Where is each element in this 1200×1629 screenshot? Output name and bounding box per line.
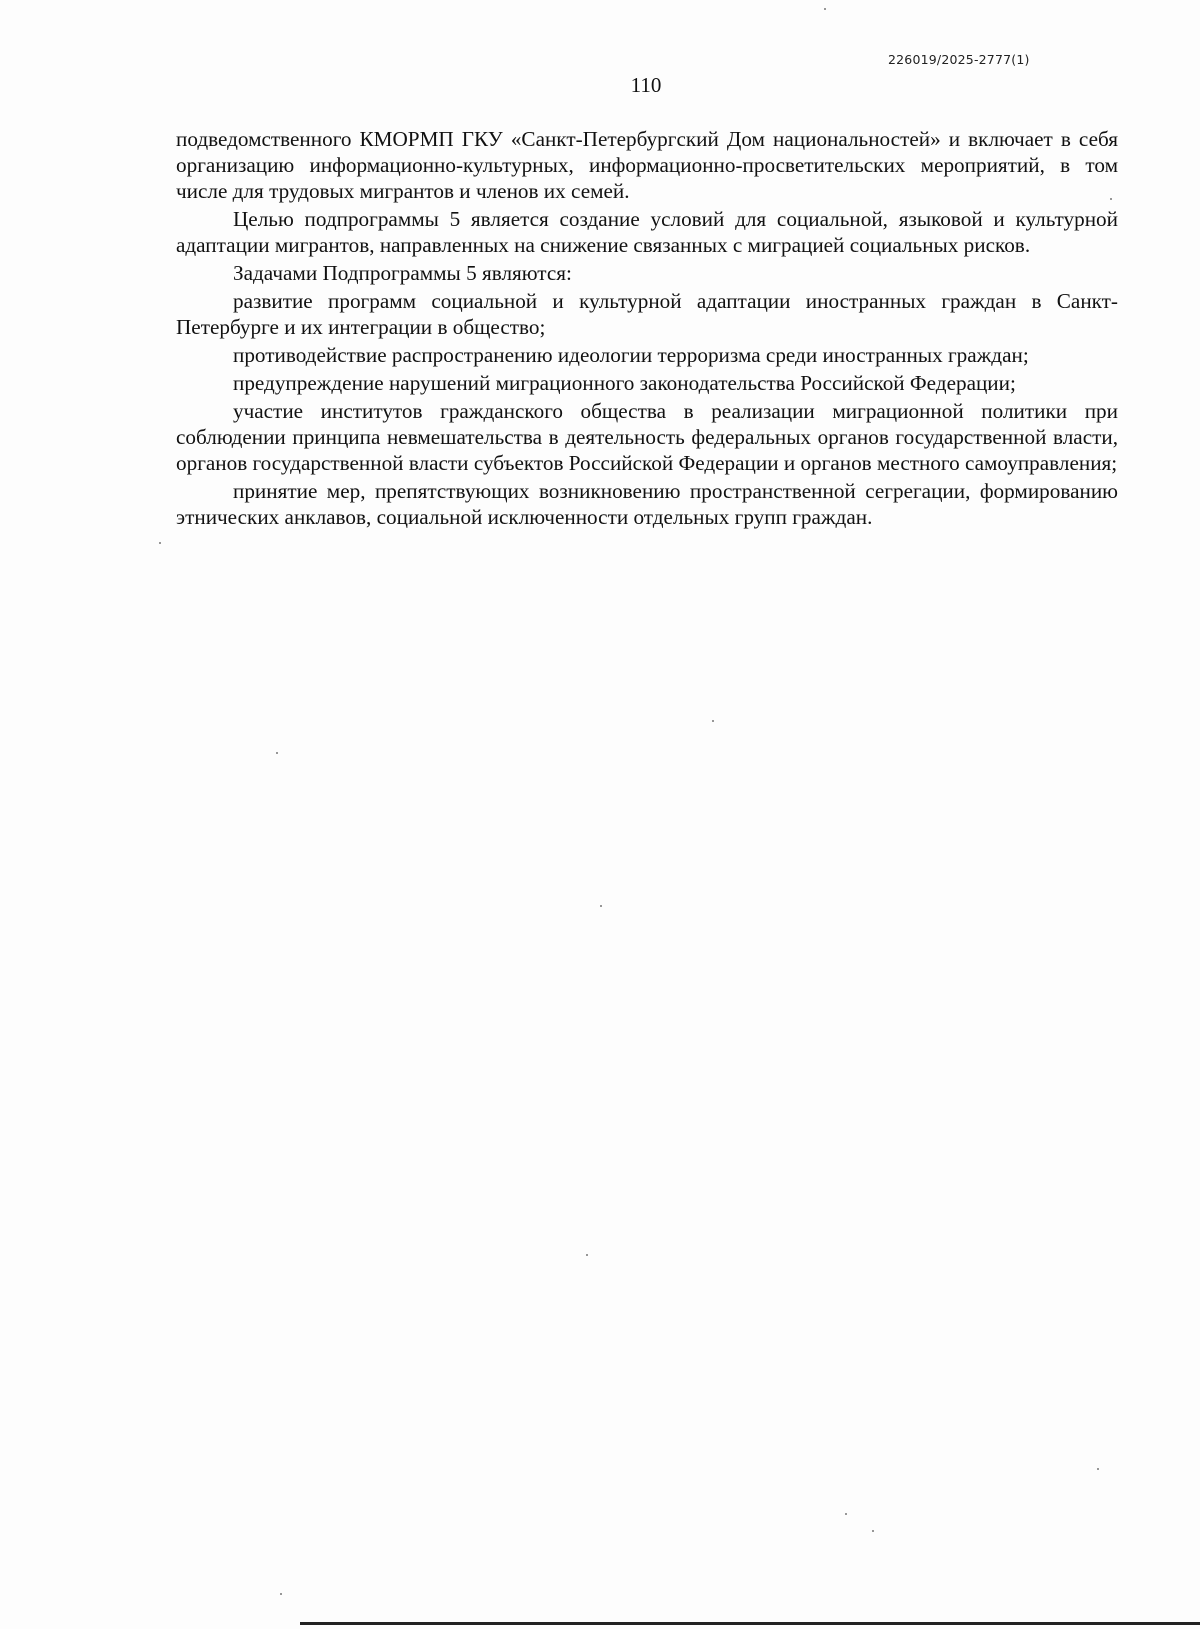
document-id: 226019/2025-2777(1) — [888, 52, 1030, 67]
paragraph-task-3: предупреждение нарушений миграционного законодательства Российской Федерации; — [233, 371, 1016, 395]
paragraph-intro: подведомственного КМОРМП ГКУ «Санкт-Петербургский Дом национальностей» и включает в себя организацию информационно-культурных, информационно-просветительских мероприятий, в том числе для трудовых мигрантов и членов их семей. — [176, 127, 1118, 203]
paragraph-task-4: участие институтов гражданского общества в реализации миграционной политики при соблюдении принципа невмешательства в деятельность федеральных органов государственной власти, органов государственной власти субъектов Российской Федерации и органов местного самоуправления; — [176, 399, 1118, 475]
scan-speck — [845, 1513, 847, 1515]
scan-speck — [824, 8, 826, 10]
document-body — [176, 126, 1118, 532]
paragraph-task-5: принятие мер, препятствующих возникновению пространственной сегрегации, формированию этнических анклавов, социальной исключенности отдельных групп граждан. — [176, 479, 1118, 529]
scan-speck — [1110, 198, 1112, 200]
paragraph-task-2: противодействие распространению идеологии терроризма среди иностранных граждан; — [233, 343, 1029, 367]
scan-speck — [712, 720, 714, 722]
scan-speck — [159, 542, 161, 544]
paragraph-goal: Целью подпрограммы 5 является создание условий для социальной, языковой и культурной адаптации мигрантов, направленных на снижение связанных с миграцией социальных рисков. — [176, 207, 1118, 257]
scan-speck — [1097, 1468, 1099, 1470]
scan-speck — [586, 1254, 588, 1256]
scan-speck — [276, 752, 278, 754]
scan-speck — [280, 1593, 282, 1595]
scan-speck — [872, 1530, 874, 1532]
scan-edge-line — [300, 1622, 1200, 1625]
scan-speck — [600, 905, 602, 907]
paragraph-tasks-heading: Задачами Подпрограммы 5 являются: — [233, 261, 572, 285]
paragraph-task-1: развитие программ социальной и культурной адаптации иностранных граждан в Санкт-Петербурге и их интеграции в общество; — [176, 289, 1118, 339]
page-number: 110 — [630, 73, 662, 97]
